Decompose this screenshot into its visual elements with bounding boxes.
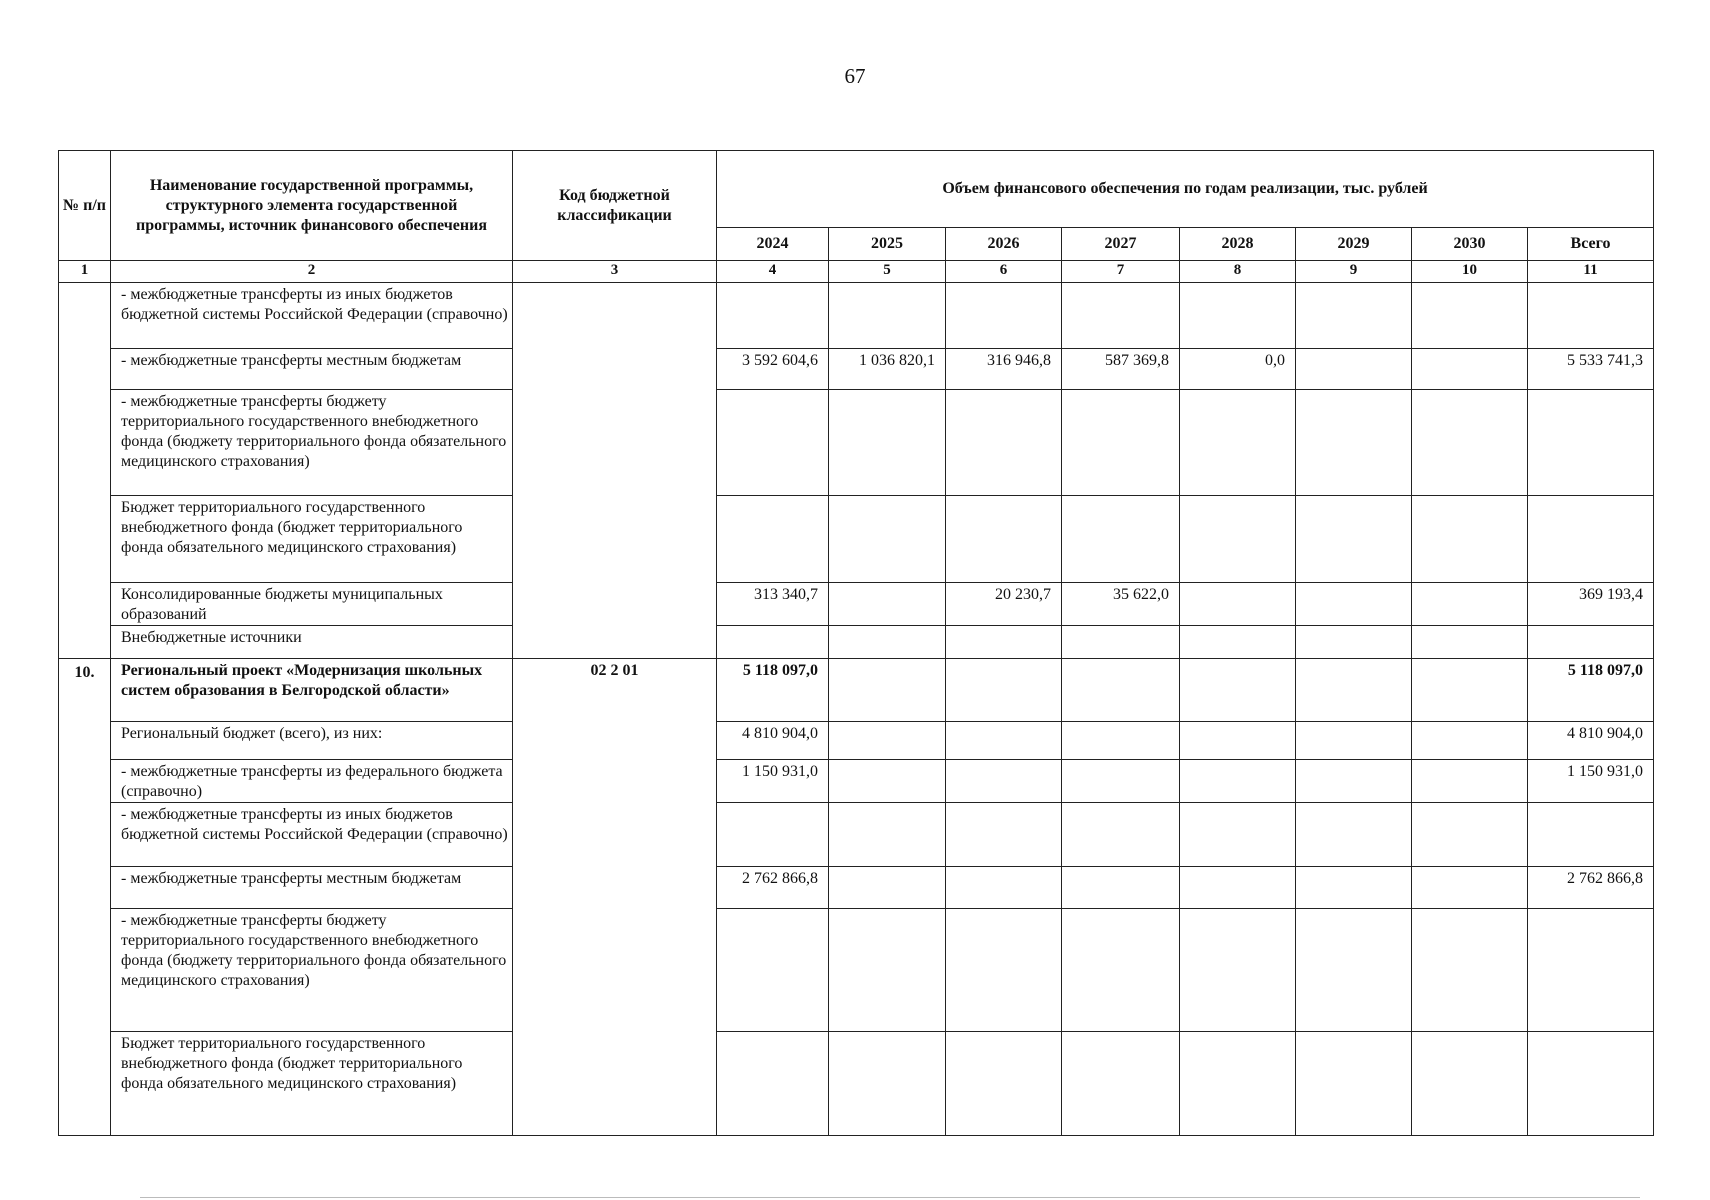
page-number: 67 [844,64,866,88]
header-year: 2028 [1180,228,1296,261]
value-cell [1412,496,1528,583]
value-cell: 2 762 866,8 [717,867,829,909]
value-total: 369 193,4 [1528,583,1654,626]
value-total: 5 118 097,0 [1528,659,1654,722]
value-total: 2 762 866,8 [1528,867,1654,909]
value-cell [1296,803,1412,867]
value-cell [829,867,946,909]
value-cell [946,909,1062,1032]
value-cell [1180,283,1296,349]
value-cell [1062,659,1180,722]
row-name: Региональный бюджет (всего), из них: [111,722,513,760]
value-cell [829,722,946,760]
table-row [59,390,1654,496]
column-number: 2 [111,261,513,283]
value-cell [1296,496,1412,583]
value-total [1528,283,1654,349]
row-name: - межбюджетные трансферты местным бюджетам [111,867,513,909]
value-cell [829,803,946,867]
value-total: 5 533 741,3 [1528,349,1654,390]
value-cell [1412,803,1528,867]
budget-table [58,150,1654,1136]
value-total [1528,496,1654,583]
row-number [59,283,111,659]
row-name: - межбюджетные трансферты бюджету территориального государственного внебюджетного фонда (бюджету территориального фонда обязательного медицинского страхования) [111,909,513,1032]
value-total [1528,803,1654,867]
value-total: 1 150 931,0 [1528,760,1654,803]
value-cell [1062,496,1180,583]
header-volume: Объем финансового обеспечения по годам реализации, тыс. рублей [717,151,1654,228]
value-cell [1412,349,1528,390]
value-cell [946,803,1062,867]
value-cell [717,496,829,583]
value-cell [946,1032,1062,1136]
value-cell: 1 150 931,0 [717,760,829,803]
table-row [59,867,1654,909]
value-total [1528,626,1654,659]
table-row [59,760,1654,803]
value-cell [1412,390,1528,496]
value-cell [1062,390,1180,496]
value-cell [1062,283,1180,349]
table-row [59,659,1654,722]
value-cell [829,659,946,722]
value-cell [946,722,1062,760]
column-number: 8 [1180,261,1296,283]
value-cell [1412,659,1528,722]
header-year: 2025 [829,228,946,261]
row-name: Бюджет территориального государственного внебюджетного фонда (бюджет территориального фонда обязательного медицинского страхования) [111,1032,513,1136]
table-row [59,1032,1654,1136]
value-cell [1296,583,1412,626]
value-cell [946,659,1062,722]
value-cell [1412,722,1528,760]
value-cell [946,496,1062,583]
value-cell [829,583,946,626]
value-cell [1180,659,1296,722]
value-cell [1296,909,1412,1032]
value-cell [717,909,829,1032]
value-cell [1180,909,1296,1032]
value-cell: 0,0 [1180,349,1296,390]
column-number: 9 [1296,261,1412,283]
value-cell [1412,760,1528,803]
value-cell [1412,909,1528,1032]
value-cell [1062,803,1180,867]
value-cell [1180,867,1296,909]
value-cell [829,390,946,496]
value-cell: 587 369,8 [1062,349,1180,390]
header-year: 2027 [1062,228,1180,261]
value-cell [1296,390,1412,496]
table-row [59,283,1654,349]
value-cell [946,867,1062,909]
value-cell [1296,626,1412,659]
value-cell: 3 592 604,6 [717,349,829,390]
value-cell [829,626,946,659]
value-cell [1412,626,1528,659]
table-row [59,803,1654,867]
value-cell [829,1032,946,1136]
value-cell [1062,760,1180,803]
table-row [59,583,1654,626]
value-cell [717,390,829,496]
value-cell [1180,722,1296,760]
value-total [1528,909,1654,1032]
header-code: Код бюджетной классификации [513,151,717,261]
value-cell [717,803,829,867]
value-cell [1296,722,1412,760]
value-cell [1296,659,1412,722]
value-cell [1180,1032,1296,1136]
budget-code [513,283,717,659]
value-total [1528,390,1654,496]
column-number: 4 [717,261,829,283]
row-name: - межбюджетные трансферты местным бюджетам [111,349,513,390]
value-cell [1412,1032,1528,1136]
table-row [59,722,1654,760]
header-year: 2026 [946,228,1062,261]
value-cell [1062,909,1180,1032]
header-year: 2030 [1412,228,1528,261]
row-name: - межбюджетные трансферты из федерального бюджета (справочно) [111,760,513,803]
value-total [1528,1032,1654,1136]
header-name: Наименование государственной программы, структурного элемента государственной программы, источник финансового обеспечения [111,151,513,261]
scan-edge-line [140,1197,1640,1198]
value-cell [1062,722,1180,760]
value-total: 4 810 904,0 [1528,722,1654,760]
column-number: 10 [1412,261,1528,283]
value-cell [946,760,1062,803]
value-cell [946,390,1062,496]
value-cell [1180,390,1296,496]
value-cell [1412,583,1528,626]
row-name: Консолидированные бюджеты муниципальных образований [111,583,513,626]
column-number: 7 [1062,261,1180,283]
header-num: № п/п [59,151,111,261]
value-cell [1296,867,1412,909]
value-cell [1180,760,1296,803]
value-cell [1062,626,1180,659]
row-name: - межбюджетные трансферты бюджету территориального государственного внебюджетного фонда (бюджету территориального фонда обязательного медицинского страхования) [111,390,513,496]
value-cell [1296,760,1412,803]
header-year: 2029 [1296,228,1412,261]
value-cell: 4 810 904,0 [717,722,829,760]
value-cell: 20 230,7 [946,583,1062,626]
table-row [59,496,1654,583]
value-cell [717,626,829,659]
row-name: - межбюджетные трансферты из иных бюджетов бюджетной системы Российской Федерации (справочно) [111,283,513,349]
table-body [59,283,1654,1136]
value-cell: 5 118 097,0 [717,659,829,722]
value-cell [829,760,946,803]
value-cell [1412,867,1528,909]
row-name: Региональный проект «Модернизация школьных систем образования в Белгородской области» [111,659,513,722]
table-row [59,349,1654,390]
row-name: Внебюджетные источники [111,626,513,659]
value-cell: 316 946,8 [946,349,1062,390]
row-name: - межбюджетные трансферты из иных бюджетов бюджетной системы Российской Федерации (справочно) [111,803,513,867]
header-total: Всего [1528,228,1654,261]
value-cell [1180,496,1296,583]
value-cell [946,626,1062,659]
value-cell [1296,1032,1412,1136]
column-number: 3 [513,261,717,283]
value-cell [1296,349,1412,390]
value-cell [829,496,946,583]
value-cell: 1 036 820,1 [829,349,946,390]
value-cell [1412,283,1528,349]
value-cell [1062,1032,1180,1136]
value-cell [1180,583,1296,626]
value-cell [717,283,829,349]
value-cell [946,283,1062,349]
column-number: 5 [829,261,946,283]
column-number: 11 [1528,261,1654,283]
value-cell [717,1032,829,1136]
value-cell: 313 340,7 [717,583,829,626]
table-row [59,626,1654,659]
value-cell [1062,867,1180,909]
budget-code: 02 2 01 [513,659,717,1136]
value-cell: 35 622,0 [1062,583,1180,626]
value-cell [1180,626,1296,659]
value-cell [1296,283,1412,349]
value-cell [829,283,946,349]
column-number: 6 [946,261,1062,283]
column-number: 1 [59,261,111,283]
table-row [59,909,1654,1032]
header-year: 2024 [717,228,829,261]
value-cell [1180,803,1296,867]
row-number: 10. [59,659,111,1136]
value-cell [829,909,946,1032]
row-name: Бюджет территориального государственного внебюджетного фонда (бюджет территориального фонда обязательного медицинского страхования) [111,496,513,583]
